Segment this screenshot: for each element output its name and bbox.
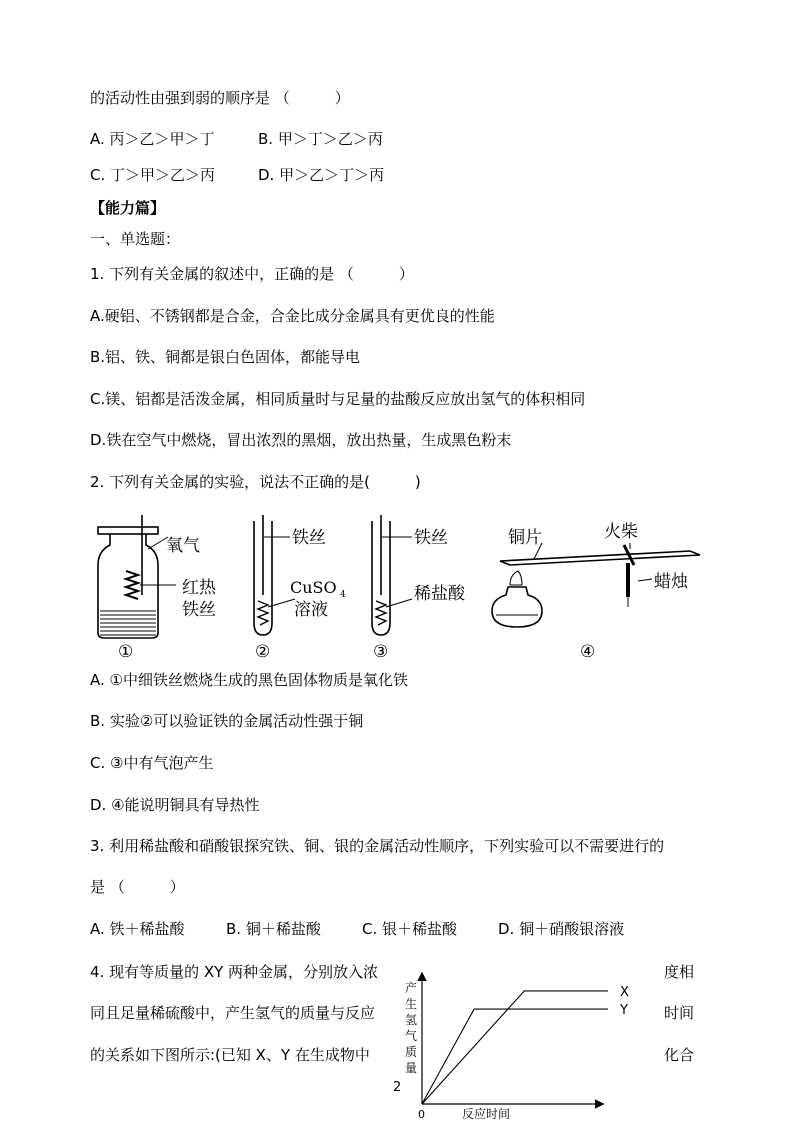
- q2-experiment-figure: [90, 515, 710, 660]
- fig2-label-solution: 溶液: [294, 600, 328, 620]
- q3-option-d: D. 铜＋硝酸银溶液: [498, 920, 625, 938]
- series-line-y: [422, 1009, 608, 1104]
- q4-line1-left: 4. 现有等质量的 XY 两种金属，分别放入浓: [90, 963, 379, 981]
- fig3-label-hcl: 稀盐酸: [414, 584, 465, 604]
- fig3-label-iron-wire: 铁丝: [414, 528, 448, 548]
- fig1-number: ①: [118, 642, 134, 662]
- q1-option-a: A.硬铝、不锈钢都是合金，合金比成分金属具有更优良的性能: [90, 307, 495, 325]
- q1-option-b: B.铝、铁、铜都是银白色固体，都能导电: [90, 348, 361, 366]
- y-axis-label-char: 量: [405, 1061, 418, 1075]
- q2-stem: 2. 下列有关金属的实验，说法不正确的是( ): [90, 473, 421, 491]
- q4-line2-left: 同且足量稀硫酸中，产生氢气的质量与反应: [90, 1004, 376, 1022]
- y-axis-label-char: 质: [405, 1045, 418, 1059]
- y-axis-label-char: 氢: [405, 1013, 418, 1027]
- q1-option-d: D.铁在空气中燃烧，冒出浓烈的黑烟，放出热量，生成黑色粉末: [90, 431, 512, 449]
- fig2-label-subscript: 4: [340, 590, 346, 600]
- origin-label: 0: [418, 1108, 425, 1121]
- fig4-label-copper-sheet: 铜片: [508, 528, 542, 548]
- intro-option-d: D. 甲＞乙＞丁＞丙: [258, 166, 385, 184]
- q2-option-d: D. ④能说明铜具有导热性: [90, 796, 260, 814]
- q2-option-a: A. ①中细铁丝燃烧生成的黑色固体物质是氧化铁: [90, 671, 408, 689]
- series-line-x: [422, 991, 608, 1104]
- q3-stem-line2: 是 （ ）: [90, 878, 185, 896]
- intro-option-b: B. 甲＞丁＞乙＞丙: [258, 130, 383, 148]
- fig4-number: ④: [580, 642, 596, 662]
- q3-option-c: C. 银＋稀盐酸: [362, 920, 458, 938]
- fig4-label-candle: 蜡烛: [654, 572, 688, 592]
- q4-line3-right: 化合: [664, 1046, 695, 1064]
- hydrogen-mass-graph: [400, 968, 629, 1122]
- q3-stem-line1: 3. 利用稀盐酸和硝酸银探究铁、铜、银的金属活动性顺序，下列实验可以不需要进行的: [90, 837, 665, 855]
- fig4-label-match: 火柴: [604, 522, 638, 542]
- x-axis-label: 反应时间: [462, 1107, 511, 1121]
- fig2-number: ②: [255, 642, 271, 662]
- q4-line3-left: 的关系如下图所示:(已知 X、Y 在生成物中: [90, 1046, 370, 1064]
- fig2-label-iron-wire: 铁丝: [292, 528, 326, 548]
- fig2-label-cuso4: CuSO: [290, 578, 337, 597]
- section-title: 【能力篇】: [90, 199, 166, 217]
- intro-line: 的活动性由强到弱的顺序是 （ ）: [90, 89, 350, 107]
- q4-line1-right: 度相: [664, 963, 695, 981]
- fig1-label-red-hot: 红热: [182, 578, 216, 598]
- series-label-y: Y: [620, 1003, 628, 1019]
- page-number: 2: [393, 1080, 402, 1095]
- q3-option-b: B. 铜＋稀盐酸: [226, 920, 321, 938]
- q1-stem: 1. 下列有关金属的叙述中，正确的是 （ ）: [90, 265, 414, 283]
- q1-option-c: C.镁、铝都是活泼金属，相同质量时与足量的盐酸反应放出氢气的体积相同: [90, 390, 586, 408]
- y-axis-label-char: 气: [405, 1029, 418, 1043]
- q2-option-c: C. ③中有气泡产生: [90, 754, 214, 772]
- y-axis-label-char: 生: [405, 997, 418, 1011]
- fig1-label-oxygen: 氧气: [166, 536, 200, 556]
- intro-option-c: C. 丁＞甲＞乙＞丙: [90, 166, 216, 184]
- fig1-label-iron-wire: 铁丝: [182, 600, 216, 620]
- intro-option-a: A. 丙＞乙＞甲＞丁: [90, 130, 215, 148]
- y-axis-label-char: 产: [405, 981, 418, 995]
- q2-option-b: B. 实验②可以验证铁的金属活动性强于铜: [90, 712, 364, 730]
- section-subtitle: 一、单选题：: [90, 230, 181, 248]
- series-label-x: X: [620, 984, 629, 1000]
- q4-line2-right: 时间: [664, 1004, 695, 1022]
- fig3-number: ③: [373, 642, 389, 662]
- q3-option-a: A. 铁＋稀盐酸: [90, 920, 185, 938]
